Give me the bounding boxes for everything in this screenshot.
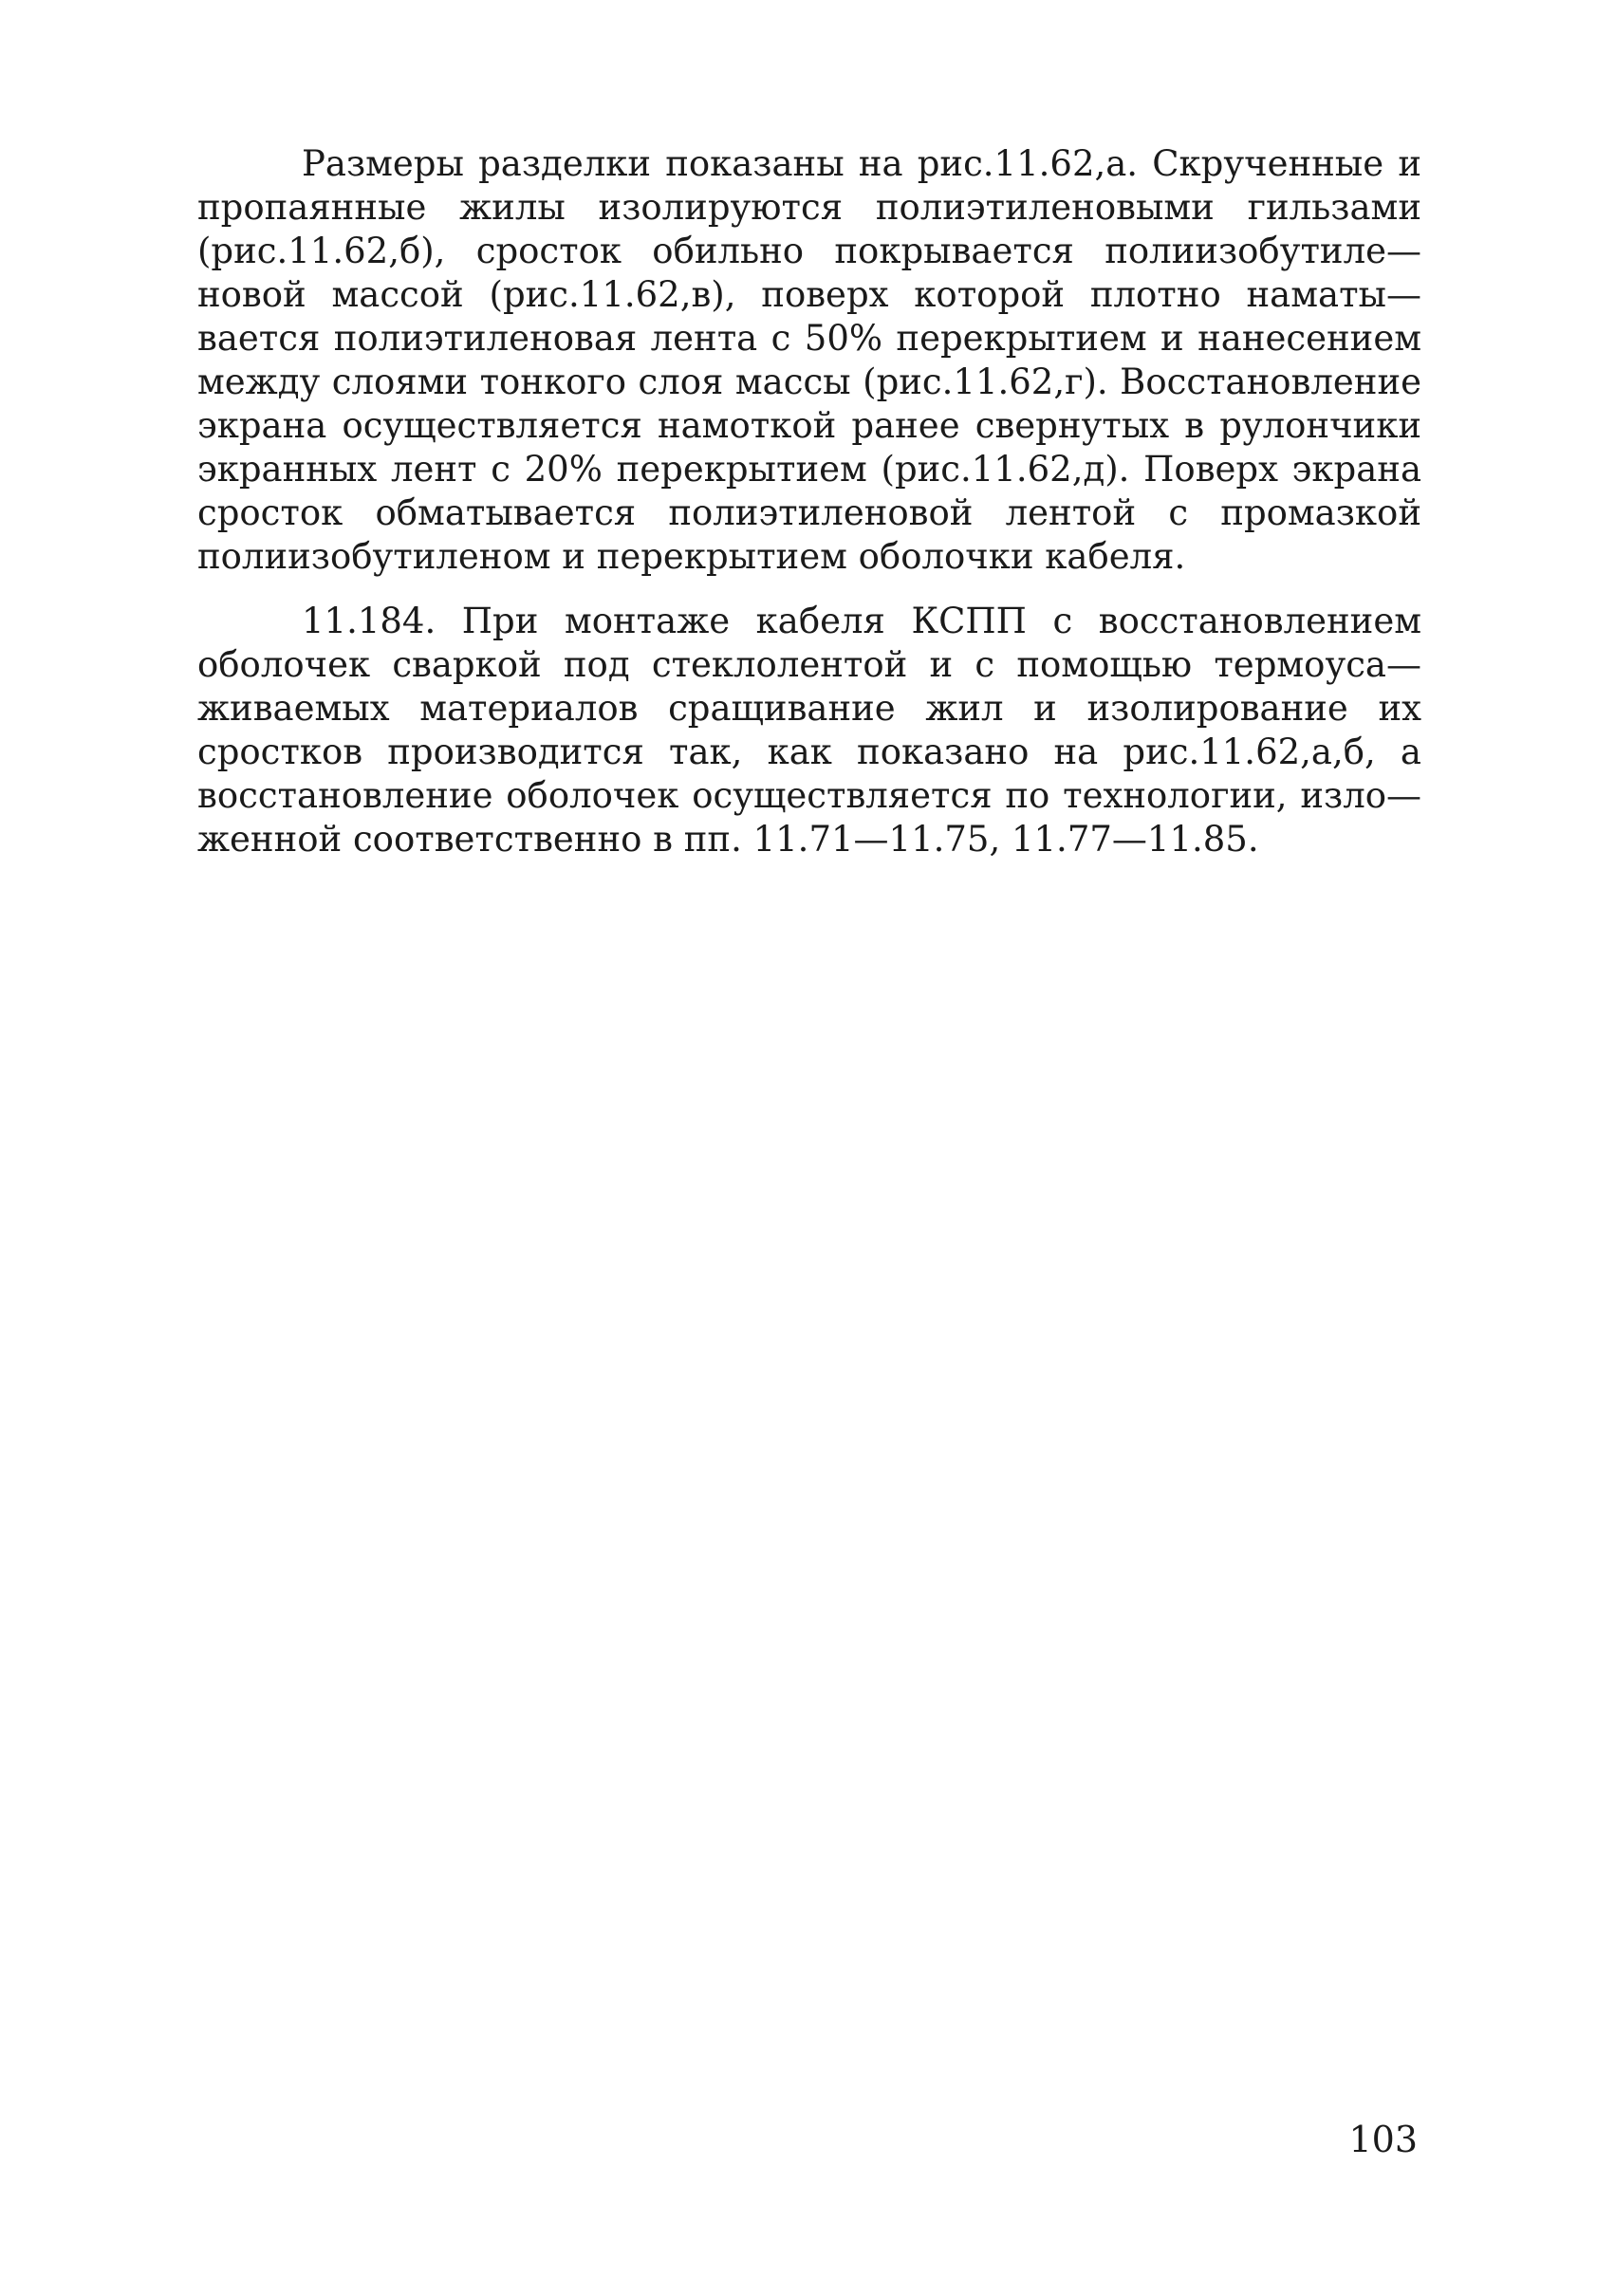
text-line: сростков производится так, как показано на рис.11.62,а,б, а: [197, 731, 1421, 772]
text-line: сросток обматывается полиэтиленовой лентой с промазкой: [197, 492, 1421, 533]
text-line: пропаянные жилы изолируются полиэтиленовыми гильзами: [197, 187, 1421, 228]
text-line: полиизобутиленом и перекрытием оболочки кабеля.: [197, 536, 1186, 577]
text-line: новой массой (рис.11.62,в), поверх которой плотно наматы—: [197, 274, 1421, 315]
text-line: (рис.11.62,б), сросток обильно покрывается полиизобутиле—: [197, 231, 1421, 271]
text-line: восстановление оболочек осуществляется по технологии, изло—: [197, 775, 1421, 816]
text-line: вается полиэтиленовая лента с 50% перекрытием и нанесением: [197, 318, 1421, 359]
paragraph-splice-dimensions: [197, 142, 1421, 579]
text-line: между слоями тонкого слоя массы (рис.11.62,г). Восстановление: [197, 361, 1421, 402]
text-line: женной соответственно в пп. 11.71—11.75, 11.77—11.85.: [197, 819, 1259, 860]
text-line: экранных лент с 20% перекрытием (рис.11.62,д). Поверх экрана: [197, 449, 1421, 490]
text-line: живаемых материалов сращивание жил и изолирование их: [197, 688, 1421, 729]
page-number: 103: [1348, 2119, 1418, 2160]
text-line: экрана осуществляется намоткой ранее свернутых в рулончики: [197, 405, 1421, 446]
paragraph-11-184: [197, 600, 1421, 861]
text-line: оболочек сваркой под стеклолентой и с помощью термоуса—: [197, 644, 1421, 685]
text-line: 11.184. При монтаже кабеля КСПП с восстановлением: [302, 601, 1421, 641]
text-line: Размеры разделки показаны на рис.11.62,а. Скрученные и: [302, 143, 1421, 184]
